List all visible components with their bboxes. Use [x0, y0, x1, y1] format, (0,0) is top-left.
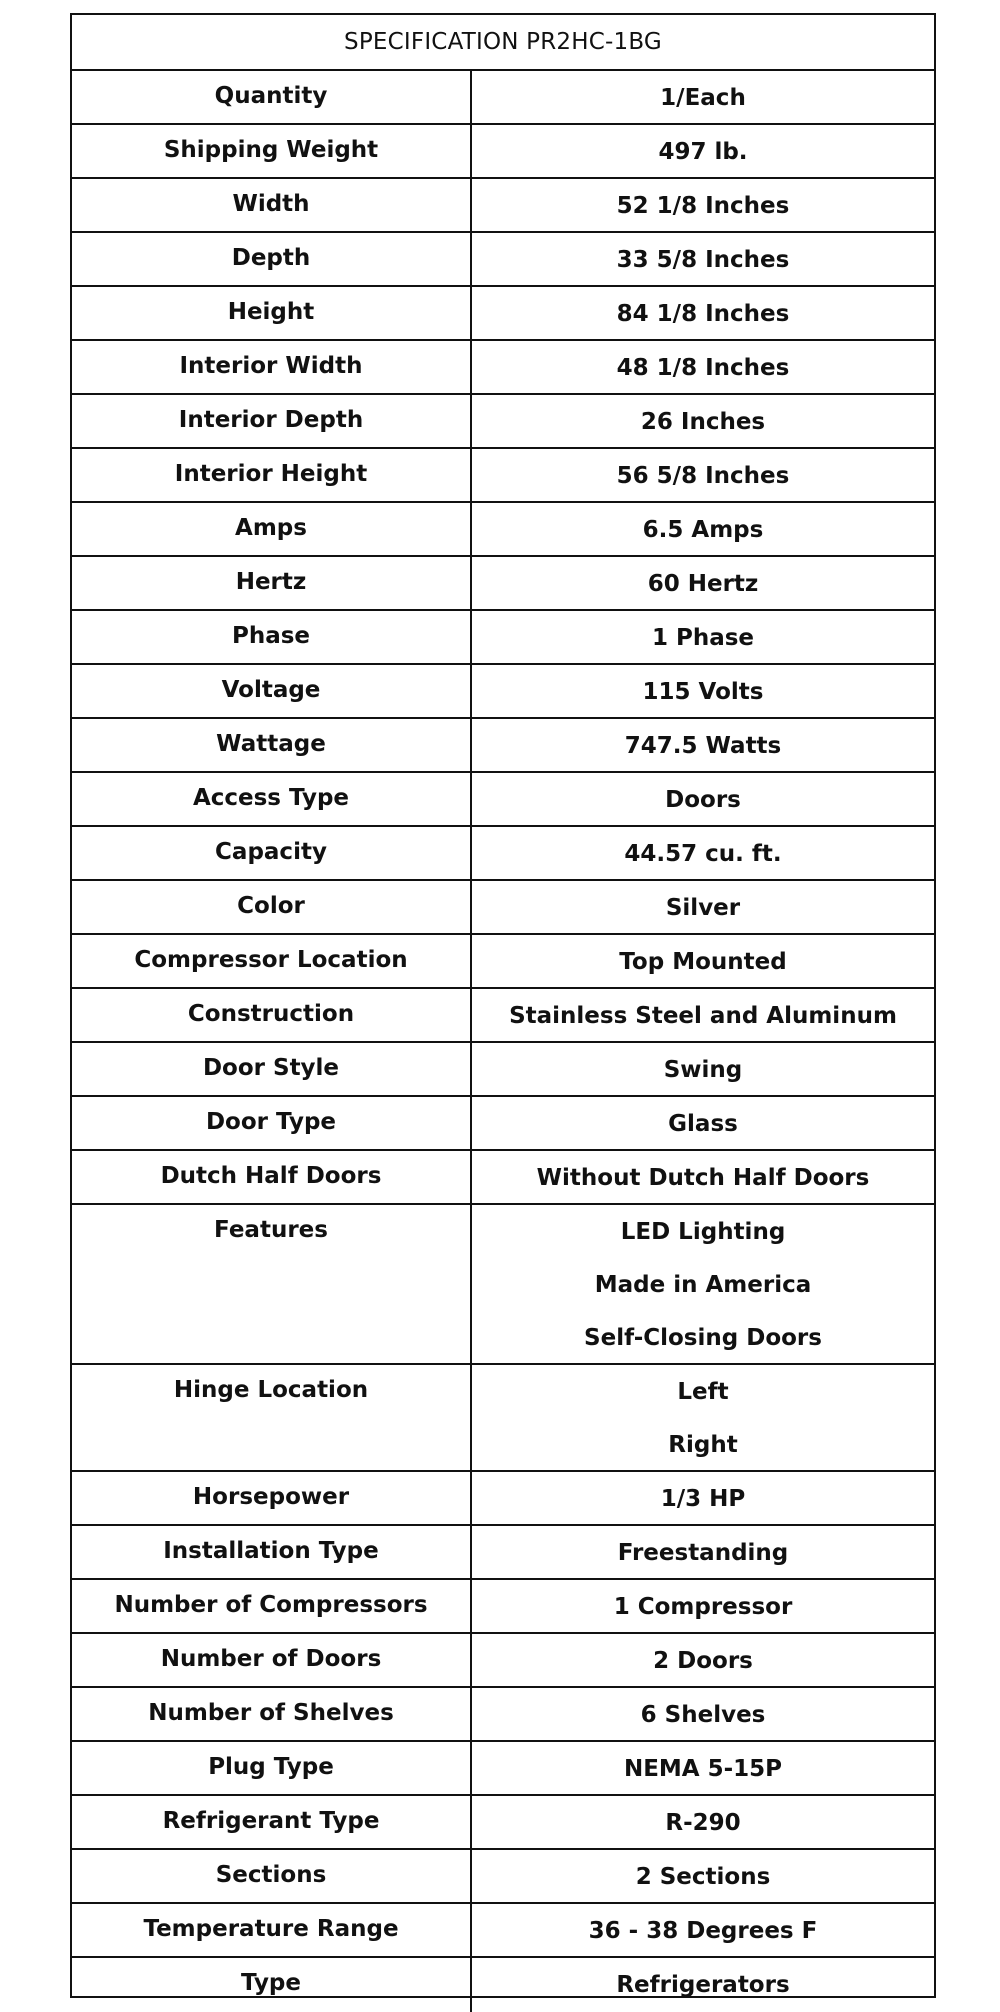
- table-row: [72, 179, 934, 233]
- spec-label: Compressor Location: [72, 935, 472, 987]
- spec-value-line: 6 Shelves: [640, 1702, 766, 1728]
- table-row: [72, 1742, 934, 1796]
- spec-label: Door Type: [72, 1097, 472, 1149]
- specification-table: [70, 13, 936, 1998]
- spec-value-line: 26 Inches: [640, 409, 766, 435]
- table-row: [72, 1151, 934, 1205]
- table-row: [72, 125, 934, 179]
- spec-value-line: Doors: [665, 787, 741, 813]
- spec-value: [472, 125, 934, 177]
- spec-value: [472, 503, 934, 555]
- spec-label: Height: [72, 287, 472, 339]
- table-row: [72, 1634, 934, 1688]
- spec-value-line: Glass: [668, 1111, 738, 1137]
- spec-value: [472, 1151, 934, 1203]
- table-row: [72, 1958, 934, 2012]
- spec-value: [472, 989, 934, 1041]
- table-row: [72, 503, 934, 557]
- spec-value-line: Freestanding: [617, 1540, 789, 1566]
- spec-label: Horsepower: [72, 1472, 472, 1524]
- spec-value: [472, 881, 934, 933]
- spec-label: Hinge Location: [72, 1365, 472, 1470]
- spec-value: [472, 449, 934, 501]
- spec-value-line: 36 - 38 Degrees F: [588, 1918, 818, 1944]
- spec-label: Wattage: [72, 719, 472, 771]
- spec-value: [472, 773, 934, 825]
- table-row: [72, 881, 934, 935]
- table-row: [72, 287, 934, 341]
- spec-value: [472, 1580, 934, 1632]
- spec-value-line: 1 Phase: [651, 625, 755, 651]
- spec-value: [472, 71, 934, 123]
- spec-label: Amps: [72, 503, 472, 555]
- spec-value: [472, 827, 934, 879]
- table-row: [72, 935, 934, 989]
- spec-value: [472, 1796, 934, 1848]
- table-row: [72, 449, 934, 503]
- table-row: [72, 395, 934, 449]
- table-row: [72, 71, 934, 125]
- spec-value: [472, 1043, 934, 1095]
- spec-value-line: LED Lighting: [620, 1219, 786, 1245]
- spec-value: [472, 1634, 934, 1686]
- spec-value: [472, 1904, 934, 1956]
- spec-value-line: Left: [677, 1379, 729, 1405]
- spec-label: Hertz: [72, 557, 472, 609]
- spec-label: Plug Type: [72, 1742, 472, 1794]
- spec-label: Voltage: [72, 665, 472, 717]
- spec-label: Dutch Half Doors: [72, 1151, 472, 1203]
- table-row: [72, 665, 934, 719]
- table-row: [72, 719, 934, 773]
- table-row: [72, 611, 934, 665]
- spec-value-line: 52 1/8 Inches: [616, 193, 790, 219]
- table-row: [72, 341, 934, 395]
- table-row: [72, 1580, 934, 1634]
- spec-label: Refrigerant Type: [72, 1796, 472, 1848]
- spec-value: [472, 611, 934, 663]
- spec-value-line: R-290: [665, 1810, 741, 1836]
- table-row: [72, 827, 934, 881]
- table-row: [72, 557, 934, 611]
- table-row: [72, 1365, 934, 1472]
- spec-value-line: Made in America: [594, 1272, 812, 1298]
- spec-value: [472, 179, 934, 231]
- spec-value-line: Top Mounted: [619, 949, 787, 975]
- spec-label: Interior Width: [72, 341, 472, 393]
- table-row: [72, 989, 934, 1043]
- table-row: [72, 1850, 934, 1904]
- spec-label: Sections: [72, 1850, 472, 1902]
- spec-value-line: 6.5 Amps: [642, 517, 764, 543]
- spec-value-line: 84 1/8 Inches: [616, 301, 790, 327]
- table-row: [72, 1526, 934, 1580]
- spec-value: [472, 1472, 934, 1524]
- spec-value-line: Refrigerators: [616, 1972, 790, 1998]
- spec-value-line: 33 5/8 Inches: [616, 247, 790, 273]
- spec-label: Construction: [72, 989, 472, 1041]
- table-row: [72, 1097, 934, 1151]
- spec-value-line: Swing: [663, 1057, 743, 1083]
- spec-value-line: 1 Compressor: [613, 1594, 793, 1620]
- spec-label: Width: [72, 179, 472, 231]
- spec-value-line: 56 5/8 Inches: [616, 463, 790, 489]
- spec-value: [472, 1742, 934, 1794]
- spec-label: Interior Height: [72, 449, 472, 501]
- spec-label: Phase: [72, 611, 472, 663]
- table-row: [72, 1205, 934, 1365]
- spec-value: [472, 935, 934, 987]
- spec-label: Number of Shelves: [72, 1688, 472, 1740]
- spec-value-line: Silver: [665, 895, 741, 921]
- spec-value: [472, 395, 934, 447]
- spec-value: [472, 287, 934, 339]
- spec-value: [472, 1526, 934, 1578]
- spec-rows: [72, 71, 934, 2012]
- spec-value: [472, 233, 934, 285]
- spec-value: [472, 1958, 934, 2012]
- spec-value: [472, 665, 934, 717]
- table-row: [72, 1043, 934, 1097]
- spec-label: Installation Type: [72, 1526, 472, 1578]
- spec-label: Access Type: [72, 773, 472, 825]
- spec-value: [472, 1205, 934, 1363]
- spec-label: Features: [72, 1205, 472, 1363]
- spec-value-line: Self-Closing Doors: [584, 1325, 822, 1351]
- spec-value: [472, 557, 934, 609]
- spec-label: Shipping Weight: [72, 125, 472, 177]
- spec-label: Depth: [72, 233, 472, 285]
- table-row: [72, 1796, 934, 1850]
- spec-value-line: 2 Sections: [635, 1864, 771, 1890]
- spec-value-line: 115 Volts: [642, 679, 764, 705]
- spec-label: Temperature Range: [72, 1904, 472, 1956]
- spec-label: Color: [72, 881, 472, 933]
- spec-label: Capacity: [72, 827, 472, 879]
- spec-label: Quantity: [72, 71, 472, 123]
- spec-value-line: 60 Hertz: [647, 571, 759, 597]
- spec-label: Type: [72, 1958, 472, 2012]
- spec-value: [472, 1688, 934, 1740]
- spec-value: [472, 719, 934, 771]
- spec-value-line: 48 1/8 Inches: [616, 355, 790, 381]
- table-row: [72, 1688, 934, 1742]
- spec-value-line: 1/3 HP: [660, 1486, 746, 1512]
- spec-value-line: Stainless Steel and Aluminum: [509, 1003, 897, 1029]
- spec-value-line: 2 Doors: [653, 1648, 753, 1674]
- spec-label: Interior Depth: [72, 395, 472, 447]
- spec-value-line: NEMA 5-15P: [623, 1756, 783, 1782]
- spec-label: Door Style: [72, 1043, 472, 1095]
- spec-value: [472, 1097, 934, 1149]
- spec-label: Number of Compressors: [72, 1580, 472, 1632]
- spec-label: Number of Doors: [72, 1634, 472, 1686]
- table-title: SPECIFICATION PR2HC-1BG: [72, 15, 934, 71]
- spec-value-line: Without Dutch Half Doors: [536, 1165, 870, 1191]
- spec-value-line: 747.5 Watts: [624, 733, 782, 759]
- table-row: [72, 1472, 934, 1526]
- spec-value: [472, 341, 934, 393]
- spec-value-line: 1/Each: [660, 85, 746, 111]
- spec-value: [472, 1850, 934, 1902]
- spec-value-line: 497 lb.: [658, 139, 748, 165]
- table-row: [72, 1904, 934, 1958]
- table-row: [72, 233, 934, 287]
- spec-value-line: 44.57 cu. ft.: [624, 841, 782, 867]
- table-row: [72, 773, 934, 827]
- spec-value: [472, 1365, 934, 1470]
- spec-value-line: Right: [668, 1432, 738, 1458]
